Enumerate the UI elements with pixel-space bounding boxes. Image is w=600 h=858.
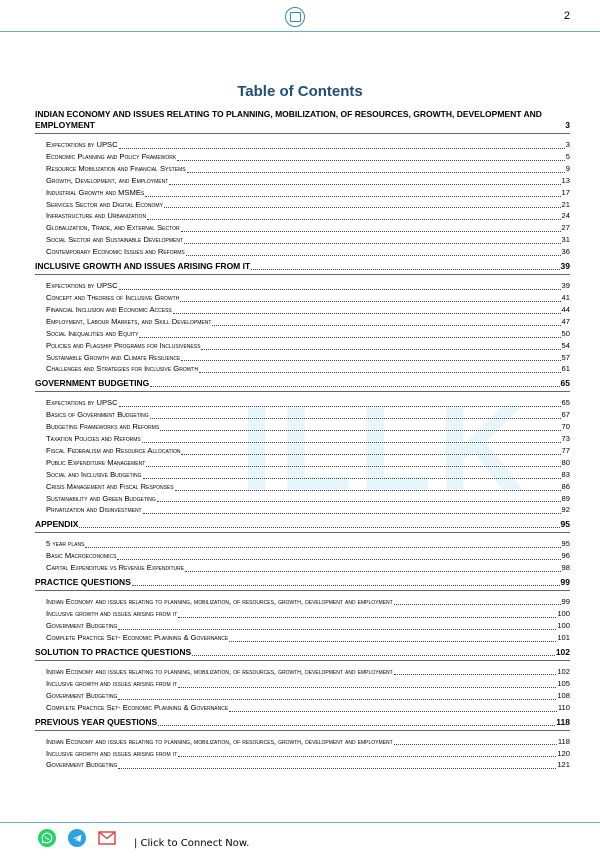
leader-dots [177,160,565,161]
toc-entry-title: Basic Macroeconomics [46,551,117,561]
leader-dots [150,386,559,387]
toc-entry-page: 98 [561,563,570,573]
toc-entry[interactable] [35,469,570,481]
toc-entry[interactable] [35,620,570,632]
toc-entry-title: Indian Economy and issues relating to planning, mobilization, of resources, growth, development and employment [46,666,393,676]
watermark: ILLK [240,382,531,516]
toc-entry-title: Indian Economy and issues relating to planning, mobilization, of resources, growth, development and employment [46,597,393,607]
toc-entry[interactable] [35,304,570,316]
toc-entry-page: 110 [557,702,570,712]
toc-entry-title: Inclusive growth and issues arising from it [46,748,178,758]
toc-section-page: 95 [560,519,570,530]
mail-icon[interactable] [98,831,116,845]
leader-dots [119,289,561,290]
toc-entry[interactable] [35,222,570,234]
toc-entry-title: Government Budgeting [46,690,118,700]
toc-entry[interactable] [35,280,570,292]
toc-entry-page: 99 [561,597,570,607]
leader-dots [173,313,561,314]
toc-entry-title: Basics of Government Budgeting [46,410,149,420]
toc-entry[interactable] [35,397,570,409]
toc-entry[interactable] [35,363,570,375]
toc-entry-title: Concept and Theories of Inclusive Growth [46,292,180,302]
leader-dots [119,406,561,407]
toc-entry-title: Employment, Labour Markets, and Skill Development [46,316,212,326]
toc-entry-page: 39 [561,281,570,291]
toc-section-page: 3 [565,120,570,130]
toc-section [35,519,570,577]
leader-dots [181,360,560,361]
toc-section-title: SOLUTION TO PRACTICE QUESTIONS [35,646,192,657]
footer-divider [0,822,600,823]
toc-entry-page: 92 [561,505,570,515]
toc-entry-page: 9 [565,163,570,173]
toc-entry-title: Government Budgeting [46,760,118,770]
leader-dots [185,571,560,572]
leader-dots [119,148,565,149]
whatsapp-icon[interactable] [38,829,56,847]
toc-section-page: 99 [560,577,570,588]
toc-entry-page: 120 [557,748,570,758]
toc-entry-title: Sustainable Growth and Climate Resilience [46,352,181,362]
leader-dots [164,207,561,208]
toc-entry-title: Financial Inclusion and Economic Access [46,304,172,314]
toc-section-page: 118 [556,716,570,727]
toc-entry[interactable] [35,328,570,340]
toc-section [35,109,570,261]
section-divider [35,590,570,591]
leader-dots [178,617,556,618]
toc-section-page: 65 [560,378,570,389]
toc-entry-page: 83 [561,469,570,479]
toc-entry[interactable] [35,246,570,258]
toc-entry-page: 50 [561,328,570,338]
toc-entry-page: 54 [561,340,570,350]
toc-section [35,717,570,775]
toc-entry-title: Social Inequalities and Equity [46,328,139,338]
toc-section-page: 39 [560,261,570,272]
toc-entry-title: Indian Economy and issues relating to planning, mobilization, of resources, growth, development and employment [46,736,393,746]
leader-dots [178,756,556,757]
toc-entry-title: Growth, Development, and Employment [46,175,169,185]
toc-entry-title: Industrial Growth and MSMEs [46,187,145,197]
toc-entry-title: 5 year plans [46,539,85,549]
toc-entry-title: Government Budgeting [46,621,118,630]
leader-dots [187,172,565,173]
toc-entry-title: Complete Practice Set- Economic Planning & Governance [46,702,229,712]
toc-section-page: 102 [555,646,570,657]
toc-section [35,261,570,378]
toc-entry-page: 105 [557,678,570,688]
page-number: 2 [563,10,570,22]
toc-entry-title: Expectations by UPSC [46,281,118,291]
toc-entry[interactable] [35,292,570,304]
toc-entry[interactable] [35,596,570,607]
toc-entry[interactable] [35,538,570,550]
toc-entry[interactable] [35,759,570,771]
toc-entry[interactable] [35,748,570,760]
section-divider [35,730,570,731]
leader-dots [201,349,560,350]
page-title: Table of Contents [237,83,363,100]
toc-entry-page: 96 [561,551,570,561]
toc-entry[interactable] [35,666,570,677]
leader-dots [85,547,560,548]
toc-entry-page: 101 [557,632,570,642]
header-divider [0,31,600,32]
leader-dots [146,466,560,467]
toc-entry[interactable] [35,550,570,562]
toc-entry-title: Inclusive growth and issues arising from it [46,609,178,619]
leader-dots [175,490,561,491]
toc-entry[interactable] [35,139,570,151]
leader-dots [181,454,560,455]
toc-entry-title: Social Sector and Sustainable Development [46,235,184,245]
toc-section-heading[interactable] [35,519,570,530]
toc-entry[interactable] [35,163,570,175]
toc-entry[interactable] [35,210,570,222]
toc-entry-page: 44 [561,304,570,314]
toc-entry-title: Contemporary Economic Issues and Reforms [46,247,185,257]
leader-dots [394,744,557,745]
toc-entry-title: Resource Mobilization and Financial Systems [46,163,186,173]
leader-dots [143,513,561,514]
section-divider [35,133,570,134]
toc-entry-page: 67 [561,410,570,420]
toc-entry-page: 89 [561,493,570,503]
footer-icons [38,829,116,847]
toc-section-heading[interactable] [35,717,570,728]
toc-entry-page: 95 [561,539,570,549]
toc-entry-page: 5 [565,151,570,161]
toc-entry-title: Budgeting Frameworks and Reforms [46,422,160,432]
leader-dots [160,430,560,431]
toc-entry-page: 41 [561,292,570,302]
toc-entry-page: 73 [561,434,570,444]
toc-entry-page: 47 [561,316,570,326]
toc-entry-page: 21 [561,199,570,209]
toc-entry-title: Fiscal Federalism and Resource Allocation [46,445,181,455]
toc-entry[interactable] [35,736,570,747]
leader-dots [139,337,560,338]
toc-entry-page: 118 [557,736,570,746]
toc-entry-page: 57 [561,352,570,362]
leader-dots [186,255,561,256]
toc-entry-title: Expectations by UPSC [46,140,118,149]
leader-dots [143,478,561,479]
leader-dots [229,641,556,642]
toc-entry-title: Taxation Policies and Reforms [46,434,141,444]
toc-entry-title: Infrastructure and Urbanization [46,211,147,221]
telegram-icon[interactable] [68,829,86,847]
toc-entry-page: 27 [561,223,570,233]
toc-section [35,577,570,647]
toc-section-heading[interactable] [35,577,570,588]
toc-entry-page: 17 [561,187,570,197]
toc-section-title: APPENDIX [35,519,79,530]
leader-dots [192,655,555,656]
toc-entry-title: Capital Expenditure vs Revenue Expenditure [46,563,185,573]
toc-entry-title: Complete Practice Set- Economic Planning & Governance [46,632,229,642]
toc-entry-page: 86 [561,481,570,491]
header-logo-icon [285,7,305,27]
toc-entry[interactable] [35,187,570,199]
leader-dots [118,699,556,700]
leader-dots [158,725,555,726]
toc-entry[interactable] [35,457,570,469]
toc-section-title: PRACTICE QUESTIONS [35,577,131,588]
toc-entry[interactable] [35,352,570,364]
toc-entry-title: Public Expenditure Management [46,457,146,467]
toc-section-title: INCLUSIVE GROWTH AND ISSUES ARISING FROM IT [35,261,251,272]
toc-entry-title: Social and Inclusive Budgeting [46,469,142,479]
toc-entry[interactable] [35,316,570,328]
leader-dots [142,442,561,443]
toc-entry-page: 102 [557,666,570,676]
leader-dots [212,325,560,326]
toc-entry-page: 3 [565,140,570,149]
leader-dots [394,674,557,675]
toc-section-heading[interactable] [35,261,570,272]
toc-entry[interactable] [35,445,570,457]
leader-dots [251,269,559,270]
toc-entry[interactable] [35,421,570,433]
leader-dots [150,418,561,419]
toc-entry[interactable] [35,493,570,505]
toc-entry[interactable] [35,608,570,620]
leader-dots [117,559,560,560]
toc-section [35,378,570,519]
toc-entry-title: Globalization, Trade, and External Sector [46,223,180,233]
toc-entry-title: Challenges and Strategies for Inclusive Growth [46,364,199,374]
section-divider [35,532,570,533]
leader-dots [199,372,560,373]
toc-entry[interactable] [35,481,570,493]
toc-section [35,647,570,717]
leader-dots [180,301,560,302]
leader-dots [229,711,557,712]
toc-entry-page: 108 [557,690,570,700]
section-divider [35,274,570,275]
toc-entry-page: 31 [561,235,570,245]
toc-section-title: INDIAN ECONOMY AND ISSUES RELATING TO PLANNING, MOBILIZATION, OF RESOURCES, GROWTH, DEVELOPMENT AND EMPLOYMENT [35,109,542,130]
toc-entry-page: 36 [561,247,570,257]
leader-dots [118,768,556,769]
leader-dots [184,243,561,244]
toc-entry[interactable] [35,632,570,644]
toc-entry[interactable] [35,504,570,516]
toc-entry[interactable] [35,199,570,211]
leader-dots [132,585,560,586]
leader-dots [145,196,560,197]
toc-entry-title: Privatization and Disinvestment [46,505,142,515]
toc-entry[interactable] [35,340,570,352]
leader-dots [79,527,559,528]
toc-entry-page: 61 [561,364,570,374]
toc-entry-title: Economic Planning and Policy Framework [46,151,177,161]
toc-entry[interactable] [35,678,570,690]
toc-entry-title: Sustainability and Green Budgeting [46,493,156,503]
toc-entry-page: 77 [561,445,570,455]
toc-entry[interactable] [35,234,570,246]
toc-entry-page: 100 [557,621,570,630]
toc-entry[interactable] [35,562,570,574]
toc-entry[interactable] [35,690,570,702]
toc-entry-title: Crisis Management and Fiscal Responses [46,481,174,491]
toc-entry-page: 13 [561,175,570,185]
section-divider [35,660,570,661]
leader-dots [394,604,561,605]
toc-entry-page: 100 [557,609,570,619]
leader-dots [178,687,556,688]
table-of-contents [35,109,570,774]
section-divider [35,391,570,392]
toc-entry-page: 80 [561,457,570,467]
toc-section-heading[interactable] [35,378,570,389]
toc-section-heading[interactable] [35,647,570,658]
toc-entry[interactable] [35,409,570,421]
toc-entry-title: Inclusive growth and issues arising from it [46,678,178,688]
toc-section-title: PREVIOUS YEAR QUESTIONS [35,716,158,727]
toc-entry-page: 70 [561,422,570,432]
leader-dots [181,231,561,232]
toc-entry-page: 121 [557,760,570,770]
toc-entry-page: 24 [561,211,570,221]
connect-link[interactable]: | Click to Connect Now. [134,838,250,849]
toc-entry[interactable] [35,175,570,187]
toc-entry[interactable] [35,433,570,445]
toc-section-title: GOVERNMENT BUDGETING [35,378,150,389]
toc-entry-title: Policies and Flagship Programs for Inclusiveness [46,340,201,350]
toc-entry[interactable] [35,702,570,714]
toc-entry[interactable] [35,151,570,163]
leader-dots [147,219,560,220]
toc-section-heading[interactable] [35,109,570,131]
toc-entry-page: 65 [561,398,570,408]
leader-dots [118,629,556,630]
leader-dots [169,184,560,185]
toc-entry-title: Services Sector and Digital Economy [46,199,163,209]
toc-entry-title: Expectations by UPSC [46,398,118,408]
leader-dots [157,501,561,502]
